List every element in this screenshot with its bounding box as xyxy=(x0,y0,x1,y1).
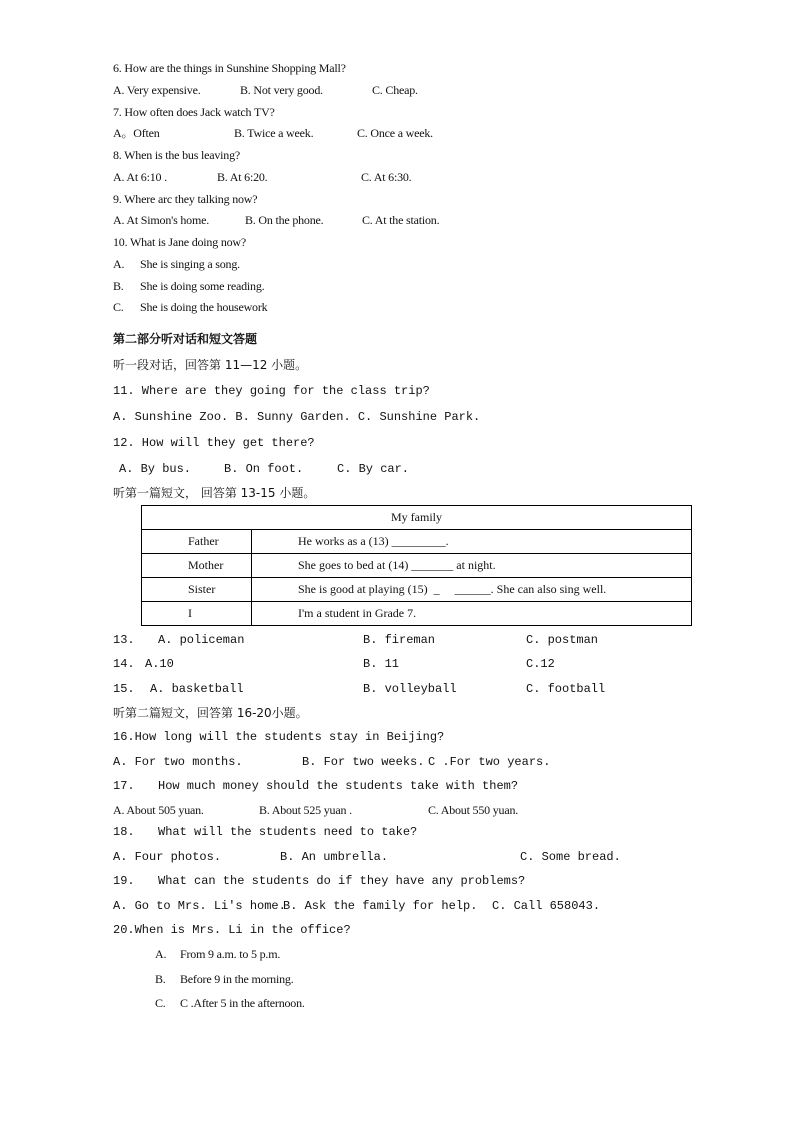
table-cell-who: Mother xyxy=(142,554,252,578)
q8-option-a: A. At 6:10 . xyxy=(113,170,167,184)
table-caption: My family xyxy=(142,506,692,530)
table-cell-desc: She is good at playing (15) _ ______. She can also sing well. xyxy=(252,578,692,602)
q6-option-c: C. Cheap. xyxy=(372,83,418,97)
q15-option-c: C. football xyxy=(526,682,606,696)
q14-option-a: A.10 xyxy=(145,657,174,671)
question-6: 6. How are the things in Sunshine Shopping Mall? xyxy=(113,61,346,75)
q7-option-a: A。Often xyxy=(113,126,160,140)
q10-option-a-letter: A. xyxy=(113,257,125,271)
q19-option-a: A. Go to Mrs. Li's home. xyxy=(113,899,286,913)
table-row xyxy=(142,530,692,554)
q12-option-b: B. On foot. xyxy=(224,462,304,476)
q15-option-b: B. volleyball xyxy=(363,682,457,696)
q14-option-b: B. 11 xyxy=(363,657,400,671)
q17-option-c: C. About 550 yuan. xyxy=(428,803,519,817)
table-caption-row xyxy=(142,506,692,530)
q6-option-b: B. Not very good. xyxy=(240,83,323,97)
q13-option-b: B. fireman xyxy=(363,633,436,647)
q7-option-c: C. Once a week. xyxy=(357,126,433,140)
q11-options: A. Sunshine Zoo. B. Sunny Garden. C. Sunshine Park. xyxy=(113,410,481,424)
question-10: 10. What is Jane doing now? xyxy=(113,235,247,249)
q9-option-b: B. On the phone. xyxy=(245,213,324,227)
q14-number: 14. xyxy=(113,657,135,671)
q20-option-a-text: From 9 a.m. to 5 p.m. xyxy=(180,947,281,961)
q10-option-c-text: She is doing the housework xyxy=(140,300,268,314)
q19-option-c: C. Call 658043. xyxy=(492,899,601,913)
q20-option-b-letter: B. xyxy=(155,972,166,986)
q15-number: 15. xyxy=(113,682,135,696)
q12-option-c: C. By car. xyxy=(337,462,410,476)
table-row xyxy=(142,602,692,626)
q10-option-b-letter: B. xyxy=(113,279,124,293)
q14-option-c: C.12 xyxy=(526,657,555,671)
part2-heading: 第二部分听对话和短文答题 xyxy=(113,332,258,346)
table-cell-desc: He works as a (13) _________. xyxy=(252,530,692,554)
q10-option-b-text: She is doing some reading. xyxy=(140,279,265,293)
q16-option-a: A. For two months. xyxy=(113,755,243,769)
question-19: What can the students do if they have any problems? xyxy=(158,874,526,888)
passage2-intro: 听第二篇短文，回答第 16-20小题。 xyxy=(113,706,308,720)
table-cell-who: Sister xyxy=(142,578,252,602)
q7-option-b: B. Twice a week. xyxy=(234,126,314,140)
q20-option-c-text: C .After 5 in the afternoon. xyxy=(180,996,305,1010)
q12-option-a: A. By bus. xyxy=(119,462,192,476)
table-cell-desc: She goes to bed at (14) _______ at night. xyxy=(252,554,692,578)
dialogue-intro: 听一段对话，回答第 11—12 小题。 xyxy=(113,358,308,372)
table-cell-desc: I'm a student in Grade 7. xyxy=(252,602,692,626)
q20-option-c-letter: C. xyxy=(155,996,166,1010)
q20-option-a-letter: A. xyxy=(155,947,167,961)
question-16: 16.How long will the students stay in Beijing? xyxy=(113,730,445,744)
q19-number: 19. xyxy=(113,874,135,888)
question-20: 20.When is Mrs. Li in the office? xyxy=(113,923,351,937)
question-8: 8. When is the bus leaving? xyxy=(113,148,241,162)
q16-option-b: B. For two weeks. xyxy=(302,755,425,769)
question-9: 9. Where arc they talking now? xyxy=(113,192,258,206)
question-18: What will the students need to take? xyxy=(158,825,418,839)
q18-option-a: A. Four photos. xyxy=(113,850,222,864)
q13-number: 13. xyxy=(113,633,135,647)
passage1-intro: 听第一篇短文， 回答第 13-15 小题。 xyxy=(113,486,316,500)
q18-option-c: C. Some bread. xyxy=(520,850,621,864)
q6-option-a: A. Very expensive. xyxy=(113,83,201,97)
q19-option-b: B. Ask the family for help. xyxy=(283,899,478,913)
question-11: 11. Where are they going for the class trip? xyxy=(113,384,430,398)
question-12: 12. How will they get there? xyxy=(113,436,315,450)
q8-option-b: B. At 6:20. xyxy=(217,170,268,184)
q20-option-b-text: Before 9 in the morning. xyxy=(180,972,294,986)
question-17: How much money should the students take with them? xyxy=(158,779,519,793)
q15-option-a: A. basketball xyxy=(150,682,244,696)
q9-option-a: A. At Simon's home. xyxy=(113,213,210,227)
question-7: 7. How often does Jack watch TV? xyxy=(113,105,275,119)
table-row xyxy=(142,578,692,602)
q17-option-a: A. About 505 yuan. xyxy=(113,803,204,817)
q8-option-c: C. At 6:30. xyxy=(361,170,412,184)
q18-option-b: B. An umbrella. xyxy=(280,850,389,864)
q10-option-c-letter: C. xyxy=(113,300,124,314)
q13-option-a: A. policeman xyxy=(158,633,245,647)
q10-option-a-text: She is singing a song. xyxy=(140,257,240,271)
table-cell-who: Father xyxy=(142,530,252,554)
q18-number: 18. xyxy=(113,825,135,839)
q17-option-b: B. About 525 yuan . xyxy=(259,803,352,817)
q9-option-c: C. At the station. xyxy=(362,213,440,227)
q17-number: 17. xyxy=(113,779,135,793)
q16-option-c: C .For two years. xyxy=(428,755,551,769)
family-table xyxy=(141,505,692,626)
table-cell-who: I xyxy=(142,602,252,626)
q13-option-c: C. postman xyxy=(526,633,599,647)
table-row xyxy=(142,554,692,578)
